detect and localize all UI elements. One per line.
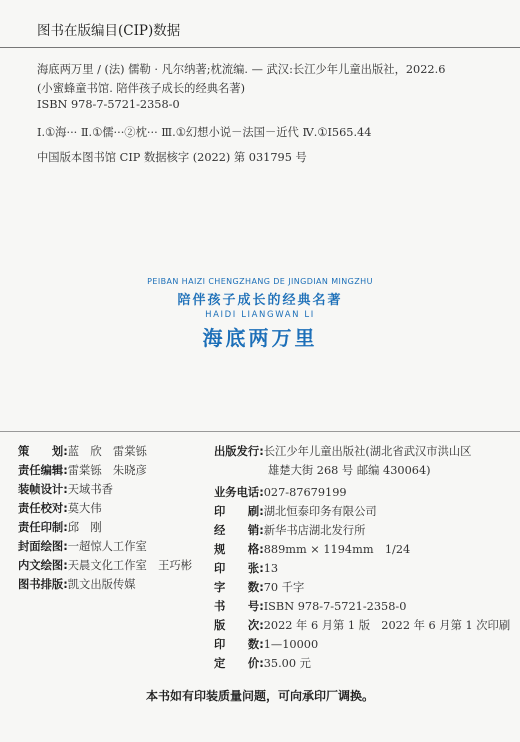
- credit-value: 凯文出版传媒: [67, 578, 136, 591]
- cip-line-1: 海底两万里 / (法) 儒勒 · 凡尔纳著;枕流编. — 武汉:长江少年儿童出版社，2022.6: [37, 63, 446, 76]
- pub-label: 印 张:: [214, 562, 264, 575]
- pub-value: 13: [263, 562, 279, 575]
- pub-row: [214, 598, 406, 614]
- credit-label: 内文绘图:: [18, 559, 68, 572]
- pub-label: 字 数:: [214, 581, 264, 594]
- credit-value: 天晨文化工作室 王巧彬: [67, 559, 192, 572]
- credit-row: [18, 443, 147, 459]
- credit-label: 责任编辑:: [18, 464, 68, 477]
- pub-value: 2022 年 6 月第 1 版 2022 年 6 月第 1 次印刷: [263, 619, 511, 632]
- pub-value: 1—10000: [263, 638, 319, 651]
- cip-line-3: ISBN 978-7-5721-2358-0: [37, 98, 180, 111]
- pub-row: [214, 579, 304, 595]
- pub-value: ISBN 978-7-5721-2358-0: [263, 600, 407, 613]
- pub-row: [214, 541, 410, 557]
- credit-row: [18, 538, 147, 554]
- top-rule: [0, 47, 520, 48]
- pub-value: 新华书店湖北发行所: [263, 524, 366, 537]
- credit-row: [18, 481, 113, 497]
- quality-notice: 本书如有印装质量问题，可向承印厂调换。: [145, 689, 374, 703]
- credit-value: 天域书香: [67, 483, 113, 496]
- pub-label: 印 数:: [214, 638, 264, 651]
- publisher-row: [214, 443, 471, 459]
- pub-value: 35.00 元: [263, 657, 311, 670]
- pub-label: 书 号:: [214, 600, 264, 613]
- pub-value: 湖北恒泰印务有限公司: [263, 505, 377, 518]
- credit-value: 邱 刚: [67, 521, 102, 534]
- pub-row: [214, 522, 365, 538]
- credit-value: 雷棠铄 朱晓彦: [67, 464, 147, 477]
- pub-row: [214, 484, 347, 500]
- credit-row: [18, 557, 192, 573]
- credit-row: [18, 576, 136, 592]
- credit-row: [18, 462, 147, 478]
- pub-row: [214, 636, 318, 652]
- credit-value: 莫大伟: [67, 502, 102, 515]
- pub-value: 027-87679199: [263, 486, 347, 499]
- credit-value: 蓝 欣 雷棠铄: [67, 445, 147, 458]
- credit-label: 责任印制:: [18, 521, 68, 534]
- pub-label: 规 格:: [214, 543, 264, 556]
- credit-row: [18, 519, 102, 535]
- credit-row: [18, 500, 102, 516]
- pub-label: 版 次:: [214, 619, 264, 632]
- pub-label: 印 刷:: [214, 505, 264, 518]
- mid-rule: [0, 431, 520, 432]
- credit-label: 责任校对:: [18, 502, 68, 515]
- cip-heading: 图书在版编目(CIP)数据: [37, 23, 181, 39]
- pub-value: 70 千字: [263, 581, 305, 594]
- credit-label: 装帧设计:: [18, 483, 68, 496]
- credit-label: 图书排版:: [18, 578, 68, 591]
- pub-label: 定 价:: [214, 657, 264, 670]
- credit-label: 封面绘图:: [18, 540, 68, 553]
- pub-label: 出版发行:: [214, 445, 264, 458]
- pub-row: [214, 503, 377, 519]
- title-pinyin: HAIDI LIANGWAN LI: [205, 310, 315, 320]
- series-name: 陪伴孩子成长的经典名著: [177, 293, 343, 308]
- publisher-address: 雄楚大街 268 号 邮编 430064): [268, 464, 431, 477]
- book-title: 海底两万里: [202, 326, 318, 350]
- cip-line-5: 中国版本图书馆 CIP 数据核字 (2022) 第 031795 号: [37, 151, 307, 164]
- cip-line-2: (小蜜蜂童书馆. 陪伴孩子成长的经典名著): [37, 82, 246, 95]
- credit-value: 一超惊人工作室: [67, 540, 147, 553]
- pub-value: 889mm × 1194mm 1/24: [263, 543, 411, 556]
- series-pinyin: PEIBAN HAIZI CHENGZHANG DE JINGDIAN MINGZHU: [147, 277, 373, 286]
- pub-label: 经 销:: [214, 524, 264, 537]
- pub-value: 长江少年儿童出版社(湖北省武汉市洪山区: [263, 445, 472, 458]
- pub-row: [214, 655, 311, 671]
- pub-label: 业务电话:: [214, 486, 264, 499]
- credit-label: 策 划:: [18, 445, 68, 458]
- pub-row: [214, 560, 278, 576]
- pub-row: [214, 617, 510, 633]
- cip-line-4: Ⅰ.①海··· Ⅱ.①儒···②枕··· Ⅲ.①幻想小说－法国－近代 Ⅳ.①I565.44: [37, 126, 372, 139]
